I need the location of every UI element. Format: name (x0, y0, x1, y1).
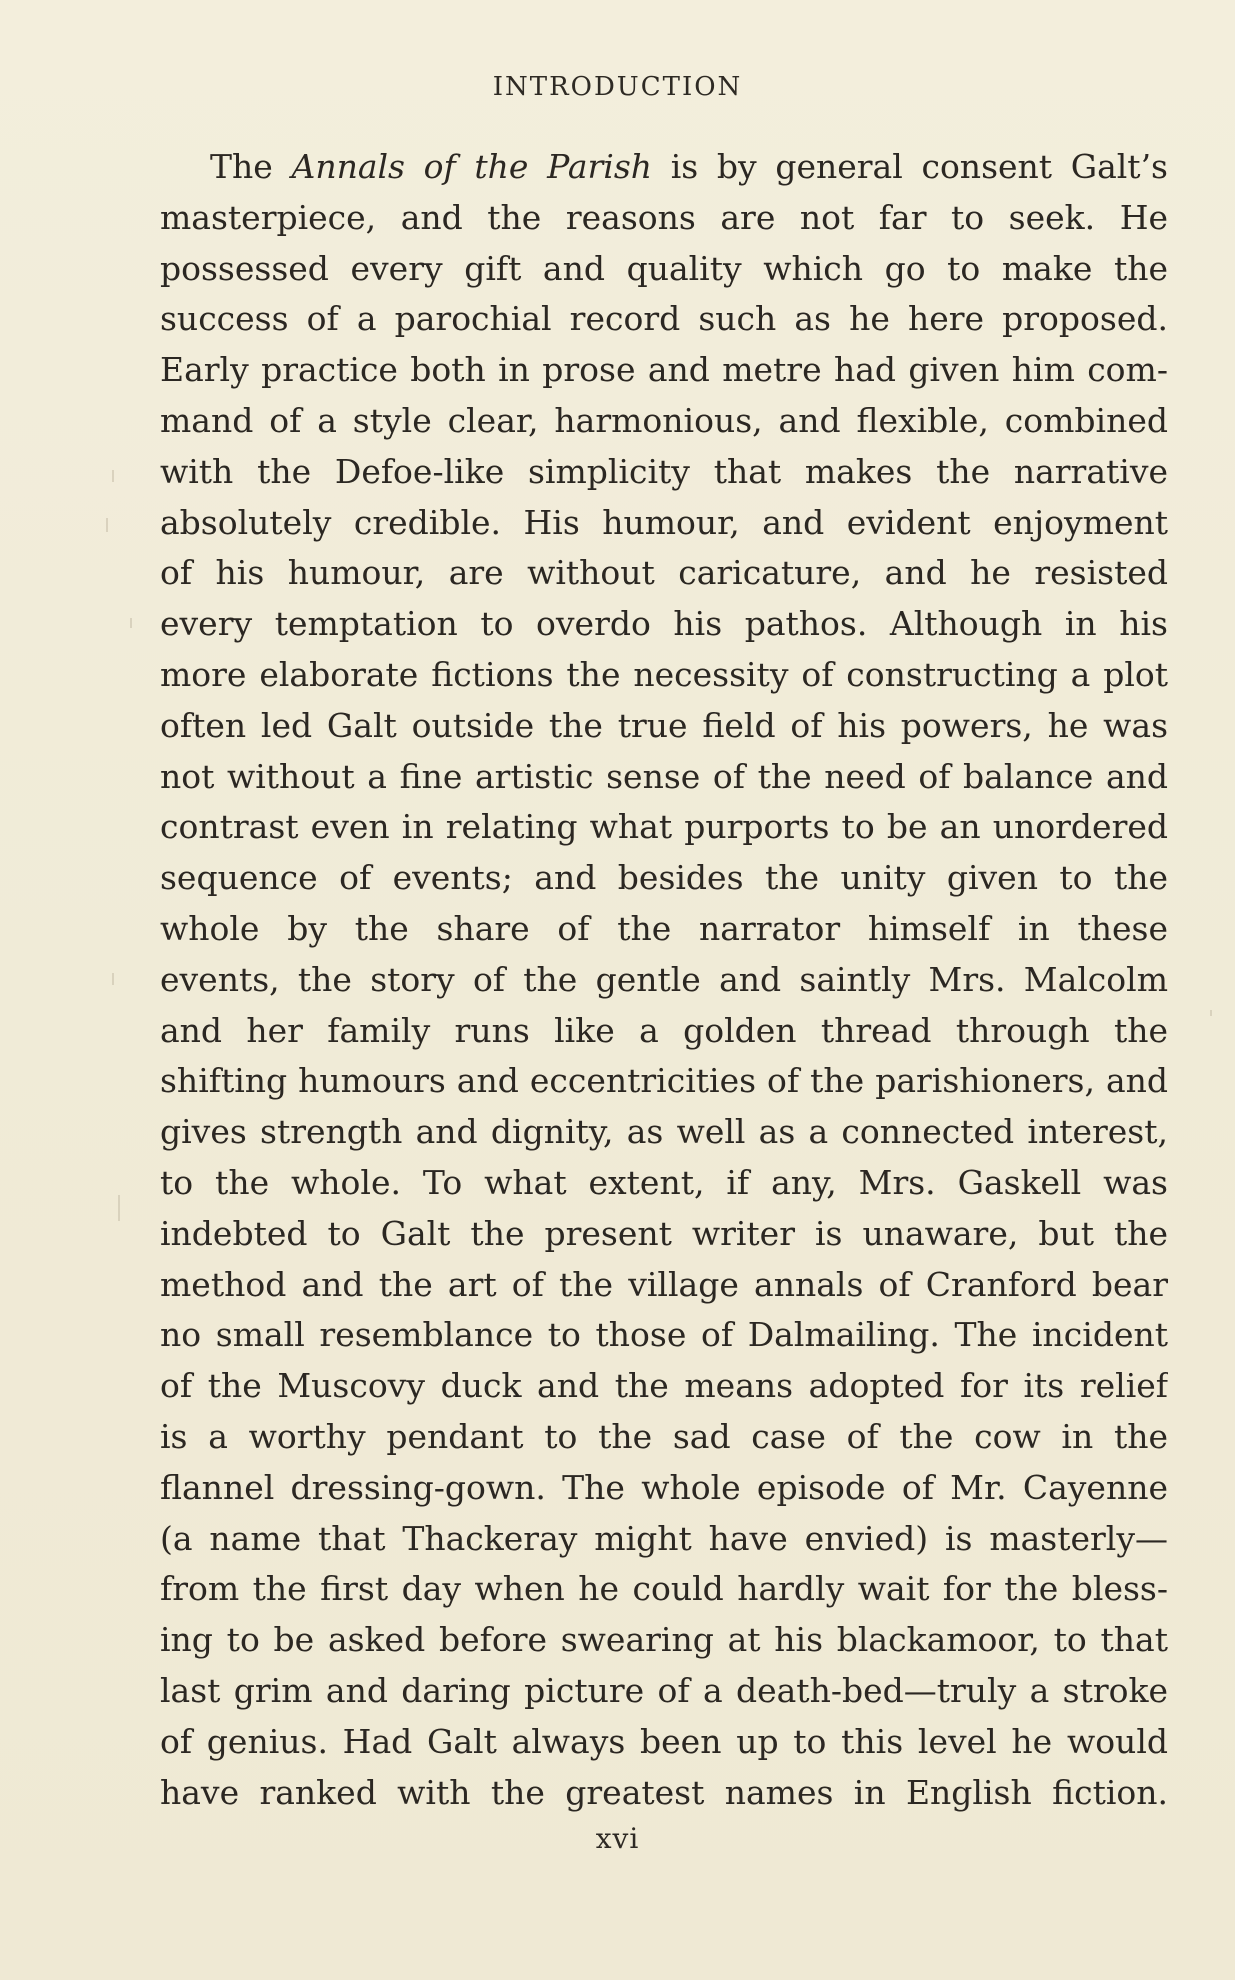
text-line: gives strength and dignity, as well as a connected interest, (160, 1112, 1168, 1152)
text-line: have ranked with the greatest names in English fiction. (160, 1772, 1168, 1812)
text-line: Early practice both in prose and metre had given him com- (160, 350, 1168, 390)
text-line: often led Galt outside the true field of his powers, he was (160, 705, 1168, 745)
margin-speck (112, 470, 114, 482)
running-head: INTRODUCTION (492, 72, 743, 102)
text-line: indebted to Galt the present writer is unaware, but the (160, 1213, 1168, 1253)
first-line-post: is by general consent Galt’s (652, 147, 1168, 186)
margin-speck (112, 973, 114, 985)
text-line: shifting humours and eccentricities of the parishioners, and (160, 1061, 1168, 1101)
text-line: is a worthy pendant to the sad case of the cow in the (160, 1416, 1168, 1456)
text-line: of the Muscovy duck and the means adopted for its relief (160, 1366, 1168, 1406)
text-line: contrast even in relating what purports to be an unordered (160, 807, 1168, 847)
page-number: xvi (595, 1822, 640, 1855)
first-line-pre: The (210, 147, 292, 186)
body-paragraph (160, 142, 1168, 1818)
text-line: and her family runs like a golden thread through the (160, 1010, 1168, 1050)
margin-speck (130, 618, 132, 628)
text-line: success of a parochial record such as he here proposed. (160, 299, 1168, 339)
text-line: absolutely credible. His humour, and evident enjoyment (160, 502, 1168, 542)
text-line: events, the story of the gentle and saintly Mrs. Malcolm (160, 959, 1168, 999)
text-line: mand of a style clear, harmonious, and flexible, combined (160, 400, 1168, 440)
text-line: from the first day when he could hardly wait for the bless- (160, 1569, 1168, 1609)
text-line: (a name that Thackeray might have envied) is masterly— (160, 1518, 1168, 1558)
text-line: of his humour, are without caricature, and he resisted (160, 553, 1168, 593)
margin-speck (118, 1195, 120, 1221)
book-title: Annals of the Parish (291, 147, 653, 186)
text-line: possessed every gift and quality which go to make the (160, 248, 1168, 288)
text-line: more elaborate fictions the necessity of constructing a plot (160, 654, 1168, 694)
text-line: sequence of events; and besides the unity given to the (160, 858, 1168, 898)
text-line: every temptation to overdo his pathos. Although in his (160, 604, 1168, 644)
text-line: no small resemblance to those of Dalmailing. The incident (160, 1315, 1168, 1355)
text-line: whole by the share of the narrator himself in these (160, 908, 1168, 948)
text-line: last grim and daring picture of a death-bed—truly a stroke (160, 1670, 1168, 1710)
text-line: with the Defoe-like simplicity that makes the narrative (160, 451, 1168, 491)
text-line: masterpiece, and the reasons are not far to seek. He (160, 197, 1168, 237)
paragraph-first-line (160, 142, 1168, 193)
text-line: ing to be asked before swearing at his blackamoor, to that (160, 1620, 1168, 1660)
margin-speck (1210, 1010, 1212, 1016)
text-line: not without a fine artistic sense of the need of balance and (160, 756, 1168, 796)
text-line: flannel dressing-gown. The whole episode of Mr. Cayenne (160, 1467, 1168, 1507)
margin-speck (106, 518, 108, 532)
text-line: method and the art of the village annals of Cranford bear (160, 1264, 1168, 1304)
text-line: of genius. Had Galt always been up to this level he would (160, 1721, 1168, 1761)
text-line: to the whole. To what extent, if any, Mrs. Gaskell was (160, 1162, 1168, 1202)
